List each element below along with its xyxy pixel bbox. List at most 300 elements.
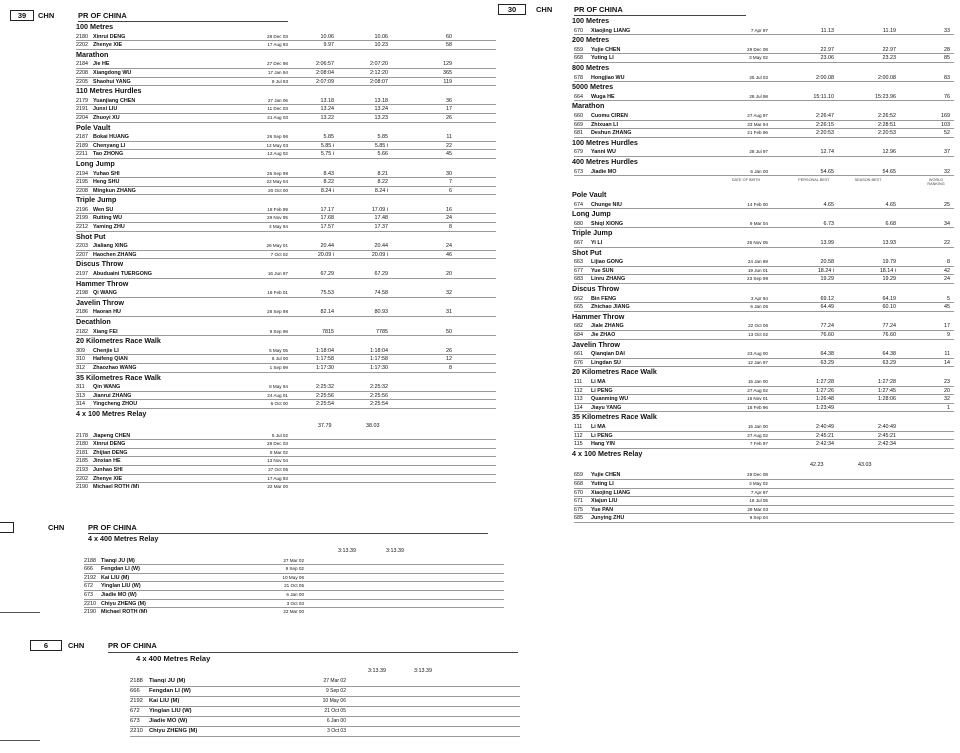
- personal-best: 64.38: [820, 351, 834, 358]
- footer-rule: [0, 612, 40, 613]
- table-row: [76, 328, 496, 337]
- personal-best: 8.43: [323, 170, 334, 177]
- bib-number: 673: [574, 168, 583, 175]
- season-best: 2:25:54: [370, 401, 388, 408]
- date-of-birth: 13 Oct 02: [748, 332, 768, 337]
- date-of-birth: 28 Jul 97: [749, 149, 768, 155]
- event-title: 20 Kilometres Race Walk: [572, 367, 657, 377]
- table-row: [130, 717, 520, 727]
- personal-best: 2:25:54: [316, 401, 334, 408]
- date-of-birth: 17 Jan 94: [267, 69, 288, 75]
- bib-number: 665: [574, 304, 583, 311]
- relay-season-best: 43.03: [858, 462, 872, 469]
- season-best: 13.24: [374, 106, 388, 113]
- athlete-name: Zhenye XIE: [93, 42, 123, 49]
- athlete-name: Zhichao JIANG: [591, 304, 630, 311]
- table-row: 2190 Michael ROTH (M) 22 Mar 00: [84, 609, 304, 614]
- athlete-name: Cuomu CIREN: [591, 112, 628, 119]
- athlete-name: Jiapeng CHEN: [93, 432, 131, 439]
- table-row: [76, 214, 496, 223]
- date-of-birth: 3 Oct 03: [286, 600, 304, 606]
- table-row: [76, 170, 496, 179]
- date-of-birth: 14 Feb 00: [747, 201, 768, 207]
- table-row: [76, 41, 496, 50]
- season-best: 2:28:51: [878, 121, 896, 128]
- bib-number: 679: [574, 149, 583, 156]
- bib-number: 112: [574, 387, 583, 394]
- personal-best: 2:07:09: [316, 78, 334, 85]
- bib-number: 2181: [76, 449, 88, 456]
- header-rule: [574, 15, 746, 16]
- table-row: [574, 258, 954, 267]
- personal-best: 82.14: [320, 309, 334, 316]
- date-of-birth: 10 May 06: [322, 698, 346, 704]
- table-row: [574, 480, 954, 489]
- date-of-birth: 4 May 94: [269, 224, 288, 230]
- personal-best: 13.24: [320, 106, 334, 113]
- date-of-birth: 8 May 94: [269, 384, 288, 390]
- date-of-birth: 5 Jul 02: [271, 432, 288, 438]
- personal-best: 2:00.08: [816, 74, 834, 81]
- season-best: 13.93: [882, 240, 896, 247]
- world-ranking: 24: [944, 276, 950, 283]
- world-ranking: 1: [947, 404, 950, 411]
- country-code: CHN: [536, 5, 553, 14]
- world-ranking: 25: [944, 201, 950, 208]
- world-ranking: 85: [944, 55, 950, 62]
- athlete-name: Li PENG: [591, 432, 613, 439]
- table-row: [574, 489, 954, 498]
- bib-number: 2179: [76, 97, 88, 104]
- season-best: 2:12:20: [370, 69, 388, 76]
- bib-number: 673: [130, 718, 140, 724]
- bib-number: 672: [84, 583, 93, 590]
- athlete-name: Haochen ZHANG: [93, 251, 137, 258]
- date-of-birth: 24 Jan 89: [747, 259, 768, 265]
- bib-number: 111: [574, 378, 583, 385]
- bib-number: 2208: [76, 69, 88, 76]
- season-best: 22.97: [882, 46, 896, 53]
- date-of-birth: 6 Jan 00: [286, 591, 304, 597]
- bib-number: 310: [76, 356, 85, 363]
- athlete-name: Chunge NIU: [591, 201, 622, 208]
- world-ranking: 42: [944, 267, 950, 274]
- season-best: 15:23.96: [875, 93, 896, 100]
- world-ranking: 7: [449, 179, 452, 186]
- bib-number: 672: [130, 708, 140, 714]
- date-of-birth: 28 Dec 03: [267, 441, 288, 447]
- athlete-name: Haoran HU: [93, 309, 121, 316]
- table-row: [76, 150, 496, 159]
- table-row: [76, 392, 496, 401]
- table-row: [574, 404, 954, 413]
- personal-best: 1:27:26: [816, 387, 834, 394]
- personal-best: 17.68: [320, 215, 334, 222]
- date-of-birth: 21 Oct 05: [324, 708, 346, 714]
- table-row: [130, 687, 520, 697]
- world-ranking: 20: [446, 271, 452, 278]
- date-of-birth: 6 Jan 00: [750, 168, 768, 174]
- header-rule: [108, 652, 518, 653]
- event-title: 35 Kilometres Race Walk: [76, 372, 161, 382]
- personal-best: 9.97: [323, 42, 334, 49]
- date-of-birth: 12 Jan 97: [747, 359, 768, 365]
- bib-number: 2198: [76, 290, 88, 297]
- bib-number: 113: [574, 396, 583, 403]
- header-rule: [78, 21, 288, 22]
- date-of-birth: 5 Mar 02: [269, 449, 288, 455]
- table-row: [574, 275, 954, 284]
- world-ranking: 52: [944, 130, 950, 137]
- season-best: 2:00.08: [878, 74, 896, 81]
- world-ranking: 60: [446, 33, 452, 40]
- athlete-name: Li MA: [591, 378, 606, 385]
- world-ranking: 6: [449, 187, 452, 194]
- season-best: 19.29: [882, 276, 896, 283]
- bib-number: 661: [574, 351, 583, 358]
- col-rank: WORLD RANKING: [927, 178, 945, 187]
- date-of-birth: 15 Jan 00: [747, 423, 768, 429]
- season-best: 2:42:34: [878, 441, 896, 448]
- event-title: Triple Jump: [572, 228, 613, 238]
- athlete-name: Kai LIU (M): [149, 698, 180, 704]
- date-of-birth: 3 May 02: [749, 480, 768, 486]
- bib-number: 684: [574, 332, 583, 338]
- event-title: 800 Metres: [572, 62, 610, 72]
- bib-number: 673: [84, 591, 93, 598]
- athlete-name: Li PENG: [591, 387, 613, 394]
- table-row: [76, 60, 496, 69]
- personal-best: 17.57: [320, 224, 334, 231]
- country-code: CHN: [38, 11, 55, 20]
- season-best: 11.19: [882, 27, 896, 34]
- event-title: Long Jump: [572, 209, 611, 219]
- date-of-birth: 12 Aug 02: [267, 151, 288, 157]
- date-of-birth: 27 Dec 98: [267, 61, 288, 67]
- date-of-birth: 28 Jul 98: [749, 93, 768, 99]
- athlete-name: Fengdan LI (W): [149, 688, 191, 694]
- relay-personal-best: 37.79: [318, 422, 332, 429]
- world-ranking: 32: [944, 168, 950, 175]
- athlete-name: Linru ZHANG: [591, 276, 626, 283]
- date-of-birth: 9 Sep 02: [285, 566, 304, 572]
- athlete-name: Xiaojing LIANG: [591, 489, 631, 496]
- athlete-name: Bokai HUANG: [93, 134, 129, 141]
- world-ranking: 20: [944, 387, 950, 394]
- table-row: [76, 223, 496, 232]
- personal-best: 4.65: [823, 201, 834, 208]
- bib-number: 670: [574, 489, 583, 496]
- athlete-name: Yingcheng ZHOU: [93, 401, 138, 408]
- table-row: [574, 295, 954, 304]
- table-row: [76, 105, 496, 114]
- table-row: [574, 387, 954, 396]
- athlete-name: Junhao SHI: [93, 466, 123, 473]
- personal-best: 13.99: [820, 240, 834, 247]
- personal-best: 2:06:57: [316, 61, 334, 68]
- mid-entry-page: [0, 522, 520, 613]
- world-ranking: 32: [944, 396, 950, 403]
- athlete-name: Tianqi JU (M): [149, 678, 186, 684]
- world-ranking: 5: [947, 295, 950, 302]
- season-best: 74.58: [374, 290, 388, 297]
- season-best: 6.68: [885, 220, 896, 227]
- date-of-birth: 27 Aug 02: [747, 387, 768, 393]
- table-row: [574, 129, 954, 138]
- athlete-name: Xiangdong WU: [93, 69, 132, 76]
- table-row: [574, 93, 954, 102]
- table-row: [130, 727, 520, 737]
- season-best: 2:08:07: [370, 78, 388, 85]
- bib-number: 2192: [84, 574, 96, 581]
- personal-best: 2:26:15: [816, 121, 834, 128]
- bib-number: 2208: [76, 187, 88, 194]
- table-row: [76, 78, 496, 87]
- season-best: 60.10: [882, 304, 896, 311]
- date-of-birth: 19 Jun 01: [747, 267, 768, 273]
- season-best: 8.22: [377, 179, 388, 186]
- athlete-name: Xiang FEI: [93, 328, 118, 335]
- season-best: 67.29: [374, 271, 388, 278]
- personal-best: 22.97: [820, 46, 834, 53]
- date-of-birth: 10 May 06: [282, 574, 304, 580]
- personal-best: 13.22: [320, 114, 334, 121]
- athlete-name: Chenyang LI: [93, 142, 126, 149]
- relay-personal-best: 3:13.39: [368, 668, 386, 674]
- personal-best: 1:26:48: [816, 396, 834, 403]
- table-row: [130, 697, 520, 707]
- bib-number: 2193: [76, 466, 88, 473]
- date-of-birth: 27 Aug 02: [747, 432, 768, 438]
- bib-number: 683: [574, 276, 583, 283]
- date-of-birth: 26 Sep 96: [267, 134, 288, 140]
- date-of-birth: 29 Dec 08: [747, 46, 768, 52]
- athlete-name: Yaming ZHU: [93, 224, 125, 231]
- table-row: [76, 242, 496, 251]
- personal-best: 2:08:04: [316, 69, 334, 76]
- personal-best: 13.18: [320, 97, 334, 104]
- world-ranking: 12: [446, 356, 452, 363]
- bib-number: 2202: [76, 475, 88, 482]
- table-row: [574, 514, 954, 523]
- athlete-name: Shiqi XIONG: [591, 220, 624, 227]
- personal-best: 1:18:04: [316, 347, 334, 354]
- world-ranking: 36: [446, 97, 452, 104]
- event-title: Shot Put: [572, 247, 602, 257]
- season-best: 1:17:30: [370, 364, 388, 371]
- date-of-birth: 28 Dec 03: [267, 33, 288, 39]
- table-row: [574, 112, 954, 121]
- bottom-entry-page: [30, 640, 530, 737]
- bib-number: 2186: [76, 309, 88, 316]
- personal-best: 2:40:49: [816, 423, 834, 430]
- table-row: [84, 591, 504, 600]
- event-title: Triple Jump: [76, 195, 117, 205]
- season-best: 1:28:06: [878, 396, 896, 403]
- world-ranking: 50: [446, 328, 452, 335]
- athlete-name: Zhijian DENG: [93, 449, 128, 456]
- athlete-name: Xiaojing LIANG: [591, 27, 631, 34]
- table-row: [76, 187, 496, 196]
- bib-number: 2188: [130, 678, 143, 684]
- personal-best: 1:27:28: [816, 378, 834, 385]
- world-ranking: 9: [947, 332, 950, 338]
- date-of-birth: 9 Sep 98: [269, 328, 288, 334]
- date-of-birth: 29 Nov 95: [267, 215, 288, 221]
- bib-number: 2194: [76, 170, 88, 177]
- personal-best: 2:25:32: [316, 384, 334, 391]
- athlete-name: Yujie CHEN: [591, 472, 621, 479]
- bib-number: 2192: [130, 698, 143, 704]
- date-of-birth: 7 Feb 97: [749, 441, 768, 447]
- season-best: 20.44: [374, 243, 388, 250]
- world-ranking: 33: [944, 27, 950, 34]
- world-ranking: 45: [446, 151, 452, 158]
- date-of-birth: 7 Apr 97: [750, 27, 768, 33]
- athlete-name: Li MA: [591, 423, 606, 430]
- event-title: 4 x 400 Metres Relay: [136, 654, 211, 663]
- table-row: [76, 69, 496, 78]
- col-sb: SEASON BEST: [854, 178, 882, 183]
- season-best: 19.79: [882, 259, 896, 266]
- athlete-name: Chiyu ZHENG (M): [101, 600, 146, 607]
- table-row: [76, 178, 496, 187]
- athlete-name: Qin WANG: [93, 384, 121, 391]
- bib-number: 2188: [84, 557, 96, 564]
- personal-best: 77.24: [820, 323, 834, 330]
- date-of-birth: 6 Oct 00: [270, 401, 288, 407]
- table-row: [76, 270, 496, 279]
- season-best: 2:45:21: [878, 432, 896, 439]
- table-row: [76, 364, 496, 373]
- athlete-name: Lijiao GONG: [591, 259, 624, 266]
- date-of-birth: 26 Sep 98: [267, 170, 288, 176]
- country-name: PR OF CHINA: [574, 5, 623, 14]
- page-header: [10, 10, 490, 22]
- bib-number: 670: [574, 27, 583, 34]
- date-of-birth: 22 Oct 06: [748, 323, 768, 329]
- athlete-name: Lingdan SU: [591, 359, 621, 366]
- world-ranking: 45: [944, 304, 950, 311]
- table-row: [574, 220, 954, 229]
- athlete-name: Chenjie LI: [93, 347, 119, 354]
- bib-number: 677: [574, 267, 583, 274]
- season-best: 23.23: [882, 55, 896, 62]
- world-ranking: 24: [446, 243, 452, 250]
- bib-number: 115: [574, 441, 583, 448]
- page-number: 6: [30, 640, 62, 651]
- bib-number: 667: [574, 240, 583, 247]
- athlete-name: Fengdan LI (W): [101, 566, 140, 573]
- personal-best: 1:17:58: [316, 356, 334, 363]
- bib-number: 676: [574, 359, 583, 366]
- athlete-name: Chiyu ZHENG (M): [149, 728, 198, 734]
- personal-best: 54.65: [820, 168, 834, 175]
- date-of-birth: 11 Dec 03: [267, 106, 288, 112]
- bib-number: 674: [574, 201, 583, 208]
- bib-number: 2202: [76, 42, 88, 49]
- world-ranking: 30: [446, 170, 452, 177]
- world-ranking: 16: [446, 206, 452, 213]
- bib-number: 2197: [76, 271, 88, 278]
- table-row: [574, 46, 954, 55]
- event-title: Decathlon: [76, 317, 111, 326]
- personal-best: 18.24 i: [817, 267, 834, 274]
- table-row: [76, 97, 496, 106]
- athlete-name: Bin FENG: [591, 295, 617, 302]
- bib-number: 660: [574, 112, 583, 119]
- date-of-birth: 27 Jan 06: [267, 97, 288, 103]
- bib-number: 2203: [76, 243, 88, 250]
- season-best: 80.93: [374, 309, 388, 316]
- world-ranking: 8: [947, 259, 950, 266]
- personal-best: 64.49: [820, 304, 834, 311]
- page-number: 30: [498, 4, 526, 15]
- table-row: [76, 142, 496, 151]
- table-row: [574, 201, 954, 210]
- date-of-birth: 26 Nov 05: [747, 240, 768, 246]
- event-title: Discus Throw: [76, 259, 124, 269]
- personal-best: 75.53: [320, 290, 334, 297]
- event-title: 4 x 400 Metres Relay: [88, 534, 159, 543]
- season-best: 8.24 i: [374, 187, 388, 194]
- event-title: Pole Vault: [76, 122, 111, 132]
- bib-number: 675: [574, 506, 583, 513]
- relay-section: [0, 534, 520, 608]
- event-title: Javelin Throw: [572, 339, 620, 349]
- personal-best: 5.85 i: [320, 142, 334, 149]
- bib-number: 311: [76, 384, 85, 391]
- athlete-name: Zhenye XIE: [93, 475, 123, 482]
- event-title: 200 Metres: [572, 35, 610, 45]
- event-title: 100 Metres Hurdles: [572, 137, 638, 147]
- table-row: [76, 347, 496, 356]
- athlete-name: Xinrui DENG: [93, 33, 126, 40]
- table-row: [76, 133, 496, 142]
- bib-number: 668: [574, 480, 583, 487]
- event-title: Shot Put: [76, 231, 106, 241]
- world-ranking: 103: [941, 121, 950, 128]
- season-best: 64.38: [882, 351, 896, 358]
- date-of-birth: 29 Dec 08: [747, 472, 768, 478]
- table-row: [76, 475, 496, 484]
- season-best: 63.29: [882, 359, 896, 366]
- event-list: [10, 22, 490, 409]
- table-row: [574, 506, 954, 515]
- athlete-name: Yi LI: [591, 240, 603, 247]
- season-best: 76.60: [882, 332, 896, 338]
- relay-times: [130, 665, 530, 677]
- date-of-birth: 16 Jun 97: [267, 271, 288, 277]
- header-rule: [88, 533, 488, 534]
- relay-section: [10, 409, 490, 483]
- world-ranking: 24: [446, 215, 452, 222]
- page-header: [0, 522, 520, 534]
- season-best: 20.09 i: [371, 251, 388, 258]
- table-row: [76, 33, 496, 42]
- season-best: 64.19: [882, 295, 896, 302]
- date-of-birth: 27 Aug 97: [747, 112, 768, 118]
- table-row: [84, 574, 504, 583]
- date-of-birth: 23 Mar 94: [747, 121, 768, 127]
- date-of-birth: 27 Oct 05: [268, 466, 288, 472]
- world-ranking: 32: [446, 290, 452, 297]
- bib-number: 312: [76, 364, 85, 371]
- personal-best: 2:20:53: [816, 130, 834, 137]
- personal-best: 67.29: [320, 271, 334, 278]
- personal-best: 20.09 i: [317, 251, 334, 258]
- world-ranking: 17: [944, 323, 950, 330]
